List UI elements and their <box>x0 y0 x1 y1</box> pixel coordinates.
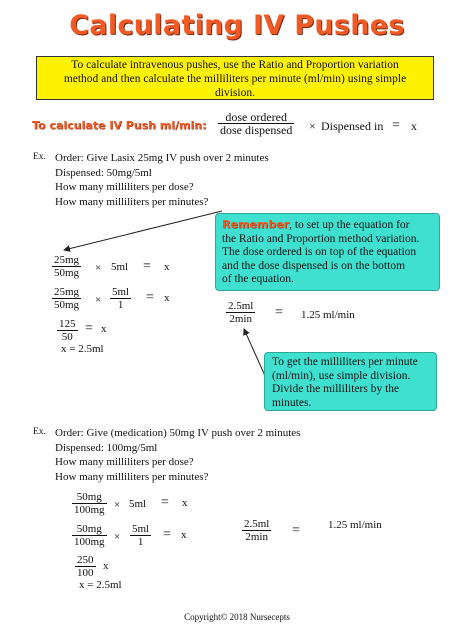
fraction-numerator: 50mg <box>72 491 107 504</box>
tip-text: (ml/min), use simple division. <box>272 369 411 382</box>
eq1-step3 <box>57 318 78 343</box>
x-var: x <box>181 529 187 541</box>
tip-text: Divide the milliliters by the <box>272 383 400 395</box>
example-line: Order: Give Lasix 25mg IV push over 2 minutes <box>55 152 269 164</box>
times-sign: × <box>95 294 102 306</box>
remember-text: , to set up the equation for <box>289 219 410 231</box>
formula-times: × <box>309 119 316 133</box>
example-marker: Ex. <box>33 152 46 162</box>
fraction-denominator: 2min <box>245 531 268 543</box>
equals-sign: = <box>163 527 171 542</box>
fraction-denominator: 1 <box>117 299 124 311</box>
rate-result: 1.25 ml/min <box>328 519 382 531</box>
x-var: x <box>101 323 107 335</box>
fraction-denominator: 1 <box>137 536 144 548</box>
tip-text: minutes. <box>272 396 312 409</box>
value: 5ml <box>111 261 129 273</box>
x-var: x <box>164 261 170 273</box>
tip-text: To get the milliliters per minute <box>272 356 418 368</box>
example-line: Dispensed: 100mg/5ml <box>55 441 158 454</box>
x-var: x <box>103 560 109 572</box>
tip-callout <box>264 352 437 411</box>
fraction-numerator: 5ml <box>112 286 130 298</box>
remember-text: of the equation. <box>222 273 294 285</box>
formula-x: x <box>411 119 417 133</box>
example-line: How many milliliters per minutes? <box>55 470 209 483</box>
fraction-denominator: 50mg <box>54 267 80 279</box>
example-line: How many milliliters per minutes? <box>55 195 209 208</box>
eq1-step2-frac2 <box>110 286 131 311</box>
fraction-numerator: 25mg <box>54 254 80 266</box>
example-line: How many milliliters per dose? <box>55 456 194 468</box>
times-sign: × <box>114 531 121 543</box>
fraction-numerator: 250 <box>77 554 94 566</box>
formula-equals: = <box>392 118 400 133</box>
value: 5ml <box>129 498 147 510</box>
intro-line: method and then calculate the milliliters per minute (ml/min) using simple <box>63 73 407 85</box>
fraction-numerator: 2.5ml <box>228 300 254 312</box>
equals-sign: = <box>292 523 300 538</box>
page-title: Calculating IV Pushes <box>69 10 405 41</box>
equals-sign: = <box>143 259 151 274</box>
example-line: How many milliliters per dose? <box>55 181 194 193</box>
fraction-numerator: 50mg <box>72 523 107 536</box>
equals-sign: = <box>146 290 154 305</box>
example-marker: Ex. <box>33 427 46 437</box>
fraction-denominator: 50mg <box>54 299 80 311</box>
eq2-step3 <box>75 554 96 579</box>
eq2-step2 <box>72 523 107 548</box>
eq2-step1 <box>72 491 107 516</box>
rate2-fraction <box>242 518 271 543</box>
fraction-denominator: 100mg <box>74 536 105 548</box>
fraction-numerator: 2.5ml <box>244 518 270 530</box>
times-sign: × <box>95 262 102 274</box>
x-var: x <box>164 292 170 304</box>
intro-line: division. <box>215 87 255 99</box>
remember-text: The dose ordered is on top of the equation <box>222 246 417 258</box>
answer: x = 2.5ml <box>79 579 122 591</box>
remember-keyword: Remember <box>222 218 290 231</box>
equals-sign: = <box>275 305 283 320</box>
intro-line: To calculate intravenous pushes, use the Ratio and Proportion variation <box>71 59 399 71</box>
fraction-numerator: 125 <box>59 318 76 330</box>
formula-numerator: dose ordered <box>218 111 294 124</box>
formula-label: To calculate IV Push ml/min: <box>32 119 207 132</box>
equals-sign: = <box>85 321 93 336</box>
x-var: x <box>182 497 188 509</box>
eq2-step2-frac2 <box>130 523 151 548</box>
rate-result: 1.25 ml/min <box>301 309 355 321</box>
remember-text: and the dose dispensed is on the bottom <box>222 259 406 272</box>
formula-dispensed: Dispensed in <box>321 119 384 133</box>
fraction-numerator: 5ml <box>132 523 150 535</box>
example2-text <box>55 426 300 484</box>
times-sign: × <box>114 499 121 511</box>
answer: x = 2.5ml <box>61 343 104 355</box>
example-line: Order: Give (medication) 50mg IV push over 2 minutes <box>55 427 301 439</box>
rate1-fraction <box>226 300 255 325</box>
example-line: Dispensed: 50mg/5ml <box>55 166 152 179</box>
equals-sign: = <box>161 495 169 510</box>
fraction-denominator: 100 <box>77 567 94 579</box>
fraction-denominator: 2min <box>229 313 252 325</box>
fraction-denominator: 50 <box>61 331 73 343</box>
arrow-to-fraction <box>64 211 222 250</box>
fraction-numerator: 25mg <box>54 286 80 298</box>
remember-text: the Ratio and Proportion method variation. <box>222 232 420 245</box>
copyright: Copyright© 2018 Nursecepts <box>184 612 290 622</box>
eq1-step2 <box>52 286 81 311</box>
fraction-denominator: 100mg <box>74 504 105 516</box>
arrow-to-rate <box>244 329 266 378</box>
remember-callout <box>215 213 440 291</box>
formula-denominator: dose dispensed <box>220 123 293 137</box>
eq1-step1 <box>52 254 81 279</box>
